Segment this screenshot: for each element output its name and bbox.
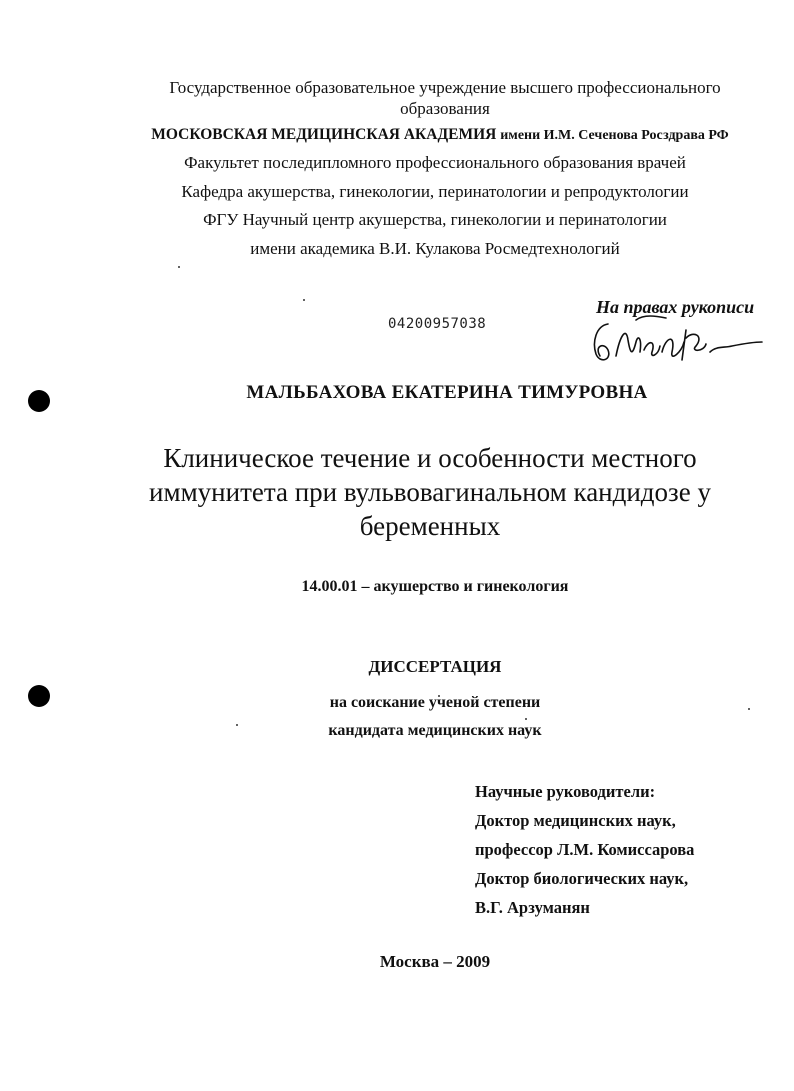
- dissertation-title: [110, 441, 750, 543]
- scan-speck: [178, 266, 180, 268]
- institution-line-1: Государственное образовательное учреждение высшего профессионального: [169, 78, 721, 97]
- institution-line-2: образования: [400, 99, 490, 118]
- center-line-2: имени академика В.И. Кулакова Росмедтехнологий: [250, 239, 620, 258]
- title-line-2: иммунитета при вульвовагинальном кандидозе у: [149, 477, 711, 507]
- scan-speck: [525, 718, 527, 720]
- work-type: ДИССЕРТАЦИЯ: [368, 657, 502, 676]
- author-name: МАЛЬБАХОВА ЕКАТЕРИНА ТИМУРОВНА: [246, 382, 648, 403]
- academy-name: [90, 124, 790, 147]
- specialty-code: 14.00.01 – акушерство и гинекология: [301, 578, 569, 595]
- punch-hole-top: [28, 390, 50, 412]
- supervisors-heading: Научные руководители:: [475, 782, 656, 801]
- title-line-3: беременных: [359, 511, 501, 541]
- academy-name-main: МОСКОВСКАЯ МЕДИЦИНСКАЯ АКАДЕМИЯ: [151, 126, 497, 143]
- academy-name-suffix: имени И.М. Сеченова Росздрава РФ: [500, 128, 729, 143]
- signature: [586, 312, 766, 374]
- supervisor-1-degree: Доктор медицинских наук,: [475, 811, 676, 830]
- title-line-1: Клиническое течение и особенности местного: [163, 443, 697, 473]
- library-stamp-number: 04200957038: [388, 316, 487, 332]
- punch-hole-bottom: [28, 685, 50, 707]
- supervisors-block: [475, 777, 775, 922]
- supervisor-2-degree: Доктор биологических наук,: [475, 869, 689, 888]
- supervisor-2-name: В.Г. Арзуманян: [475, 898, 590, 917]
- scan-speck: [748, 708, 750, 710]
- manuscript-rights-label: На правах рукописи: [596, 297, 755, 317]
- degree-line-2: кандидата медицинских наук: [328, 722, 542, 739]
- center-line-1: ФГУ Научный центр акушерства, гинекологии и перинатологии: [203, 210, 667, 229]
- city-year: Москва – 2009: [379, 952, 491, 971]
- faculty-line: Факультет последипломного профессионального образования врачей: [184, 153, 686, 172]
- scan-speck: [303, 299, 305, 301]
- degree-line-1: на соискание ученой степени: [329, 694, 541, 711]
- supervisor-1-name: профессор Л.М. Комиссарова: [475, 840, 695, 859]
- department-line: Кафедра акушерства, гинекологии, перинатологии и репродуктологии: [181, 182, 689, 201]
